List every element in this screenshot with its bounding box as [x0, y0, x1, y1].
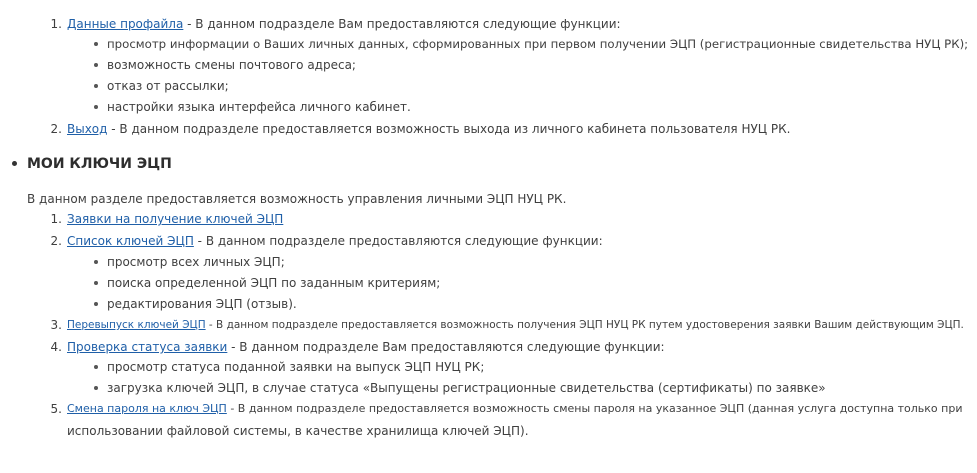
key-reissue-link[interactable]: Перевыпуск ключей ЭЦП [67, 319, 206, 331]
list-item-text: - В данном подразделе Вам предоставляются следующие функции: [227, 340, 665, 354]
list-item-text: - В данном подразделе предоставляется возможность выхода из личного кабинета пользователя НУЦ РК. [107, 122, 791, 136]
list-item-text-continued: использовании файловой системы, в качестве хранилища ключей ЭЦП). [67, 424, 529, 438]
list-number: 3. [50, 318, 62, 332]
list-item-text: - В данном подразделе предоставляется возможность смены пароля на указанное ЭЦП (данная услуга доступна только при [226, 402, 963, 415]
list-item [67, 233, 603, 249]
sub-list-item: поиска определенной ЭЦП по заданным критериям; [107, 276, 441, 290]
list-number: 2. [50, 234, 62, 248]
list-item [67, 16, 621, 32]
sub-list-item: просмотр информации о Ваших личных данных, сформированных при первом получении ЭЦП (регистрационные свидетельства НУЦ РК); [107, 37, 969, 51]
list-item [67, 317, 964, 333]
list-item [67, 339, 665, 355]
sub-list-item: настройки языка интерфейса личного кабинет. [107, 100, 411, 114]
bullet-icon [94, 386, 98, 390]
bullet-icon [94, 281, 98, 285]
list-number: 2. [50, 122, 62, 136]
sub-list-item: отказ от рассылки; [107, 79, 229, 93]
sub-list-item: редактирования ЭЦП (отзыв). [107, 297, 297, 311]
list-number: 1. [50, 212, 62, 226]
list-item [67, 401, 962, 417]
list-item [67, 121, 790, 137]
section-heading: МОИ КЛЮЧИ ЭЦП [27, 156, 172, 172]
bullet-icon [12, 161, 17, 166]
request-status-link[interactable]: Проверка статуса заявки [67, 340, 228, 354]
sub-list-item: загрузка ключей ЭЦП, в случае статуса «Выпущены регистрационные свидетельства (сертификаты) по заявке» [107, 381, 826, 395]
change-password-link[interactable]: Смена пароля на ключ ЭЦП [67, 402, 227, 415]
list-item-text: - В данном подразделе Вам предоставляются следующие функции: [183, 17, 621, 31]
bullet-icon [94, 105, 98, 109]
logout-link[interactable]: Выход [67, 122, 108, 136]
list-number: 5. [50, 402, 62, 416]
list-number: 1. [50, 17, 62, 31]
key-list-link[interactable]: Список ключей ЭЦП [67, 234, 194, 248]
bullet-icon [94, 260, 98, 264]
bullet-icon [94, 84, 98, 88]
list-item [67, 211, 283, 227]
profile-data-link[interactable]: Данные профайла [67, 17, 184, 31]
section-intro: В данном разделе предоставляется возможность управления личными ЭЦП НУЦ РК. [27, 192, 567, 206]
sub-list-item: возможность смены почтового адреса; [107, 58, 356, 72]
bullet-icon [94, 63, 98, 67]
sub-list-item: просмотр статуса поданной заявки на выпуск ЭЦП НУЦ РК; [107, 360, 485, 374]
bullet-icon [94, 365, 98, 369]
bullet-icon [94, 302, 98, 306]
bullet-icon [94, 42, 98, 46]
sub-list-item: просмотр всех личных ЭЦП; [107, 255, 285, 269]
list-number: 4. [50, 340, 62, 354]
key-requests-link[interactable]: Заявки на получение ключей ЭЦП [67, 212, 284, 226]
list-item-text: - В данном подразделе предоставляются следующие функции: [193, 234, 603, 248]
list-item-text: - В данном подразделе предоставляется возможность получения ЭЦП НУЦ РК путем удостоверения заявки Вашим действующим ЭЦП. [205, 319, 964, 331]
